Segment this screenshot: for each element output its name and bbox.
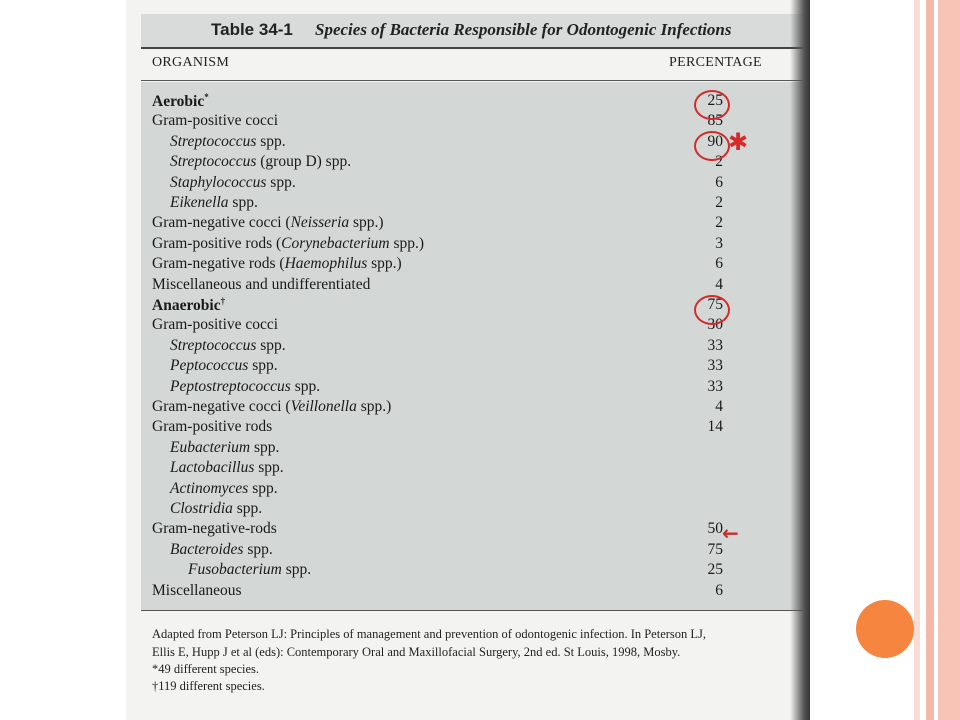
table-row-label [170, 500, 262, 518]
genus-name: Corynebacterium [281, 234, 390, 252]
table-title: Species of Bacteria Responsible for Odontogenic Infections [315, 20, 732, 39]
genus-name: Bacteroides [170, 540, 244, 558]
label-suffix: (group D) spp. [256, 153, 352, 171]
table-row-label [170, 541, 273, 559]
label-suffix: spp. [232, 500, 263, 517]
footnote-citation-2: Ellis E, Hupp J et al (eds): Contemporary Oral and Maxillofacial Surgery, 2nd ed. St Louis, 1998, Mosby. [152, 645, 681, 659]
footnote-citation-1: Adapted from Peterson LJ: Principles of management and prevention of odontogenic infection. In Peterson LJ, [152, 627, 707, 641]
table-row-label [170, 337, 286, 355]
table-row-label [152, 582, 242, 600]
table-row-value: 4 [715, 398, 723, 415]
table-row-label [170, 357, 278, 375]
table-row-value: 75 [707, 540, 723, 558]
table-row-label [188, 561, 311, 579]
table-row-label [152, 276, 370, 294]
genus-name: Fusobacterium [188, 561, 282, 579]
table-row-label [170, 194, 258, 212]
table-row-value: 4 [715, 275, 723, 293]
table-row-label [152, 92, 209, 111]
table-row-value: 33 [707, 377, 723, 395]
table-row-label [152, 316, 278, 334]
table-row-value: 2 [715, 214, 723, 232]
genus-name: Eikenella [170, 194, 229, 211]
genus-name: Lactobacillus [170, 459, 255, 477]
label-suffix: spp. [256, 336, 286, 354]
table-number: Table 34-1 [211, 20, 293, 39]
table-row-value: 3 [715, 234, 723, 252]
genus-name: Streptococcus [170, 336, 257, 354]
page-edge-shadow [790, 0, 810, 720]
label-text: Gram-positive cocci [152, 112, 279, 130]
label-suffix: spp. [281, 561, 312, 579]
table-row-value: 30 [707, 316, 723, 334]
genus-name: Neisseria [290, 214, 350, 232]
table-row-label [170, 133, 286, 151]
table-row-value: 6 [715, 173, 723, 191]
table-row-value: 90 [707, 132, 723, 150]
label-suffix: spp. [290, 377, 321, 395]
scanned-page [126, 0, 810, 720]
genus-name: Staphylococcus [170, 173, 267, 191]
table-row-value: 85 [707, 112, 723, 130]
genus-name: Streptococcus [170, 153, 257, 171]
table-row-value: 33 [707, 357, 723, 375]
label-text: Anaerobic [152, 297, 221, 315]
footnote-marker: † [220, 296, 226, 306]
table-row-label [152, 418, 272, 436]
label-suffix: spp. [228, 194, 258, 211]
table-row-label [152, 398, 391, 416]
footnote-anaerobic: †119 different species. [152, 679, 265, 693]
table-row-label [152, 520, 277, 538]
label-suffix: spp. [250, 438, 280, 456]
border-stripe [938, 0, 960, 720]
label-suffix: spp. [248, 357, 278, 375]
table-row-value: 25 [707, 92, 723, 109]
label-suffix: spp. [266, 173, 296, 191]
table-row-value: 6 [715, 255, 723, 273]
table-row-value: 75 [707, 296, 723, 313]
table-row-label [152, 296, 225, 315]
label-suffix: spp.) [389, 234, 425, 252]
genus-name: Actinomyces [170, 479, 249, 497]
label-suffix: spp. [243, 540, 273, 558]
table-row-value: 50 [707, 520, 723, 538]
organism-header: ORGANISM [152, 55, 230, 70]
annotation-circle [694, 131, 730, 161]
label-text: Gram-negative rods ( [152, 255, 285, 273]
table-row-label [152, 255, 402, 273]
table-row-label [170, 153, 351, 171]
percentage-header: PERCENTAGE [669, 55, 762, 70]
arrow-annotation: ← [722, 521, 739, 545]
asterisk-annotation: ✱ [728, 128, 749, 156]
table-row-value: 2 [715, 153, 723, 171]
label-text: Miscellaneous and undifferentiated [152, 275, 371, 293]
footnote-aerobic: *49 different species. [152, 662, 260, 676]
genus-name: Streptococcus [170, 132, 257, 150]
label-text: Aerobic [152, 93, 205, 111]
label-suffix: spp.) [356, 398, 392, 415]
label-text: Gram-positive rods ( [152, 234, 282, 252]
label-text: Gram-negative cocci ( [152, 214, 291, 232]
genus-name: Eubacterium [170, 438, 251, 456]
table-row-label [170, 439, 279, 457]
table-row-label [152, 235, 424, 253]
label-suffix: spp.) [349, 214, 384, 232]
label-suffix: spp. [256, 132, 286, 150]
genus-name: Clostridia [170, 500, 233, 517]
table-row-label [152, 112, 278, 130]
table-row-label [170, 174, 296, 192]
genus-name: Veillonella [290, 398, 357, 415]
genus-name: Peptostreptococcus [170, 377, 291, 395]
annotation-circle [694, 295, 730, 325]
table-row-value: 33 [707, 336, 723, 354]
label-suffix: spp.) [367, 255, 402, 273]
genus-name: Peptococcus [170, 357, 249, 375]
label-suffix: spp. [254, 459, 284, 477]
border-stripe [926, 0, 934, 720]
table-row-label [170, 480, 278, 498]
table-row-value: 25 [707, 561, 723, 579]
footnote-marker: * [204, 92, 209, 102]
decorative-circle [856, 600, 914, 658]
label-text: Gram-positive rods [152, 418, 273, 436]
label-text: Miscellaneous [152, 581, 242, 599]
label-text: Gram-negative cocci ( [152, 398, 291, 415]
table-row-label [170, 459, 284, 477]
table-row-label [152, 214, 384, 232]
label-text: Gram-positive cocci [152, 316, 279, 334]
table-row-label [170, 378, 320, 396]
genus-name: Haemophilus [284, 255, 368, 273]
label-suffix: spp. [248, 479, 278, 497]
table-row-value: 14 [707, 418, 723, 436]
table-row-value: 6 [715, 581, 723, 599]
table-row-value: 2 [715, 194, 723, 211]
annotation-circle [694, 90, 730, 120]
label-text: Gram-negative-rods [152, 520, 277, 538]
